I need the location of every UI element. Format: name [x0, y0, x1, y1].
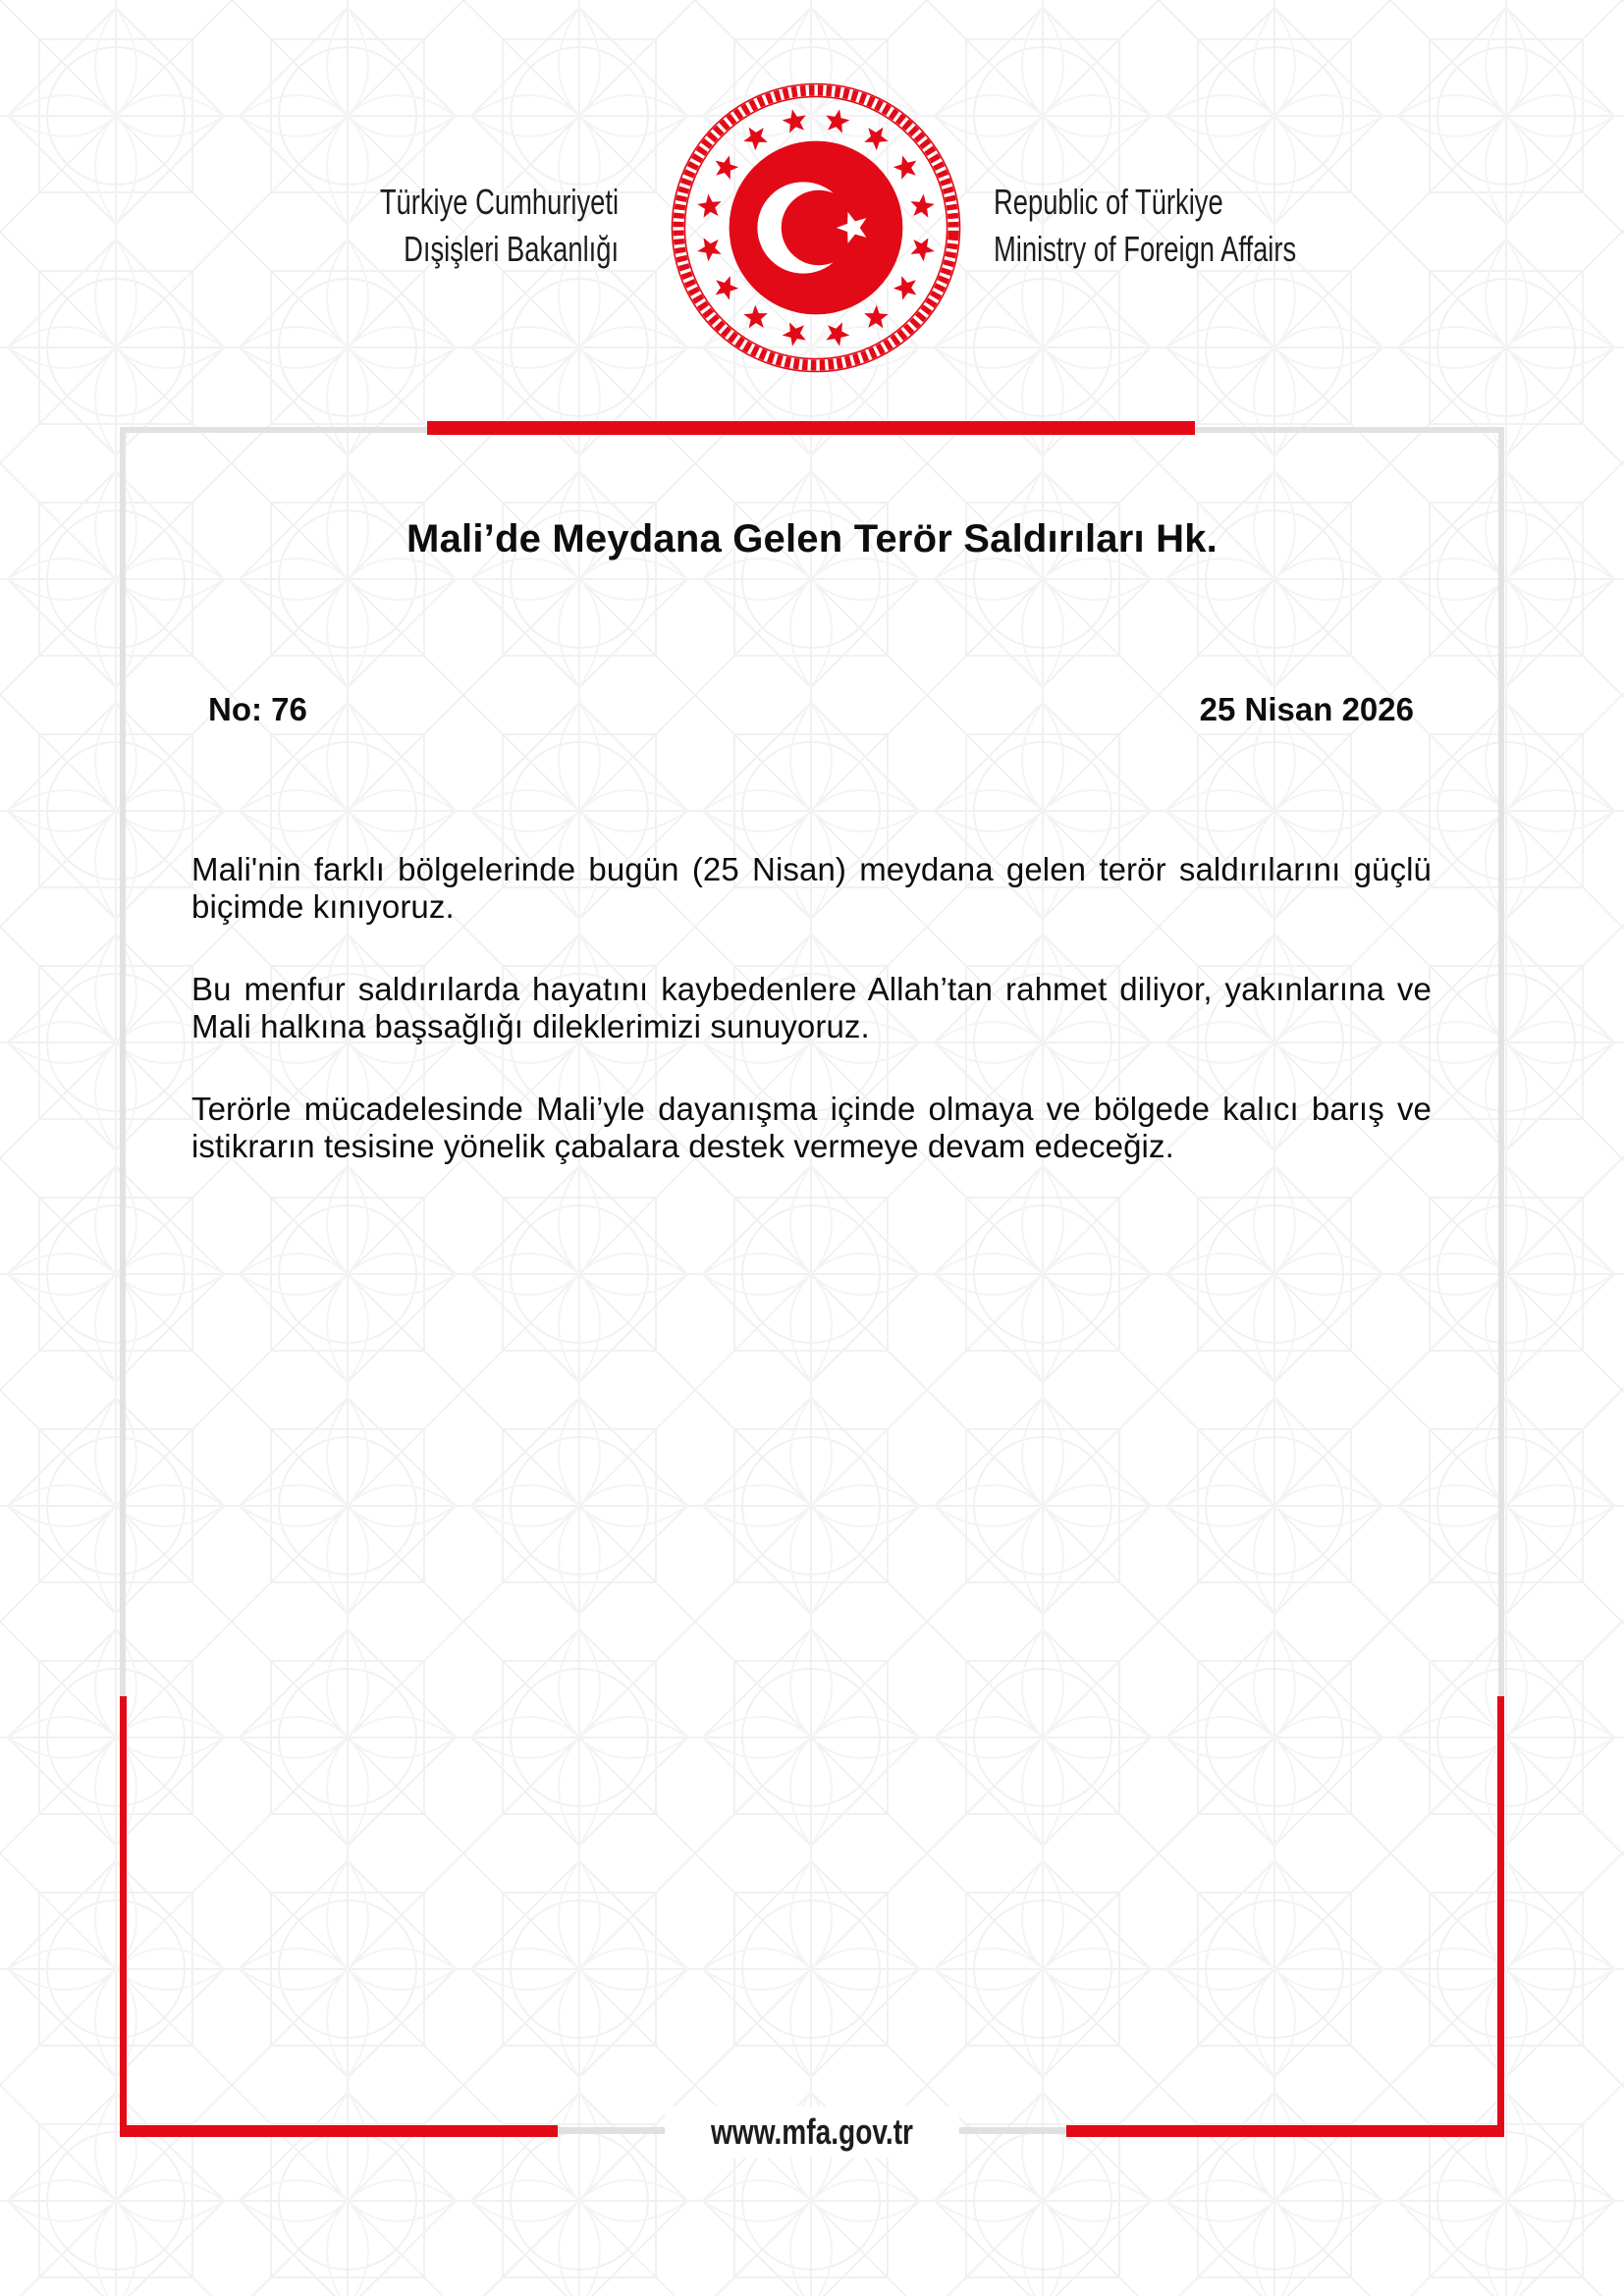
frame-right-border-red [1497, 1696, 1504, 2137]
release-number: No: 76 [208, 691, 307, 727]
ministry-name-english [994, 179, 1296, 273]
press-release-title: Mali’de Meydana Gelen Terör Saldırıları Hk. [406, 517, 1218, 561]
frame-bottom-red-left [120, 2125, 558, 2137]
org-english-line2: Ministry of Foreign Affairs [994, 229, 1297, 269]
frame-left-border-gray [120, 427, 126, 1696]
letterhead [0, 0, 1624, 412]
body-paragraph-1: Mali'nin farklı bölgelerinde bugün (25 Nisan) meydana gelen terör saldırılarını güçlü biçimde kınıyoruz. [191, 851, 1432, 925]
release-body [191, 851, 1432, 1210]
org-turkish-line1: Türkiye Cumhuriyeti [379, 182, 619, 222]
ministry-name-turkish [380, 179, 619, 273]
frame-top-red-bar [427, 421, 1195, 435]
org-english-line1: Republic of Türkiye [994, 182, 1223, 222]
body-paragraph-3: Terörle mücadelesinde Mali’yle dayanışma içinde olmaya ve bölgede kalıcı barış ve istikrarın tesisine yönelik çabalara destek vermeye devam edeceğiz. [191, 1091, 1432, 1164]
release-meta-row [208, 691, 1414, 728]
mfa-emblem [670, 81, 962, 374]
frame-bottom-red-right [1066, 2125, 1504, 2137]
org-turkish-line2: Dışişleri Bakanlığı [404, 229, 619, 269]
frame-left-border-red [120, 1696, 127, 2137]
body-paragraph-2: Bu menfur saldırılarda hayatını kaybedenlere Allah’tan rahmet diliyor, yakınlarına ve Mali halkına başsağlığı dileklerimizi sunuyoruz. [191, 971, 1432, 1044]
frame-right-border-gray [1498, 427, 1504, 1696]
turkiye-seal-icon [670, 81, 962, 374]
release-date: 25 Nisan 2026 [1199, 691, 1414, 727]
footer-website-text: www.mfa.gov.tr [711, 2111, 913, 2152]
footer-website [665, 2107, 959, 2158]
